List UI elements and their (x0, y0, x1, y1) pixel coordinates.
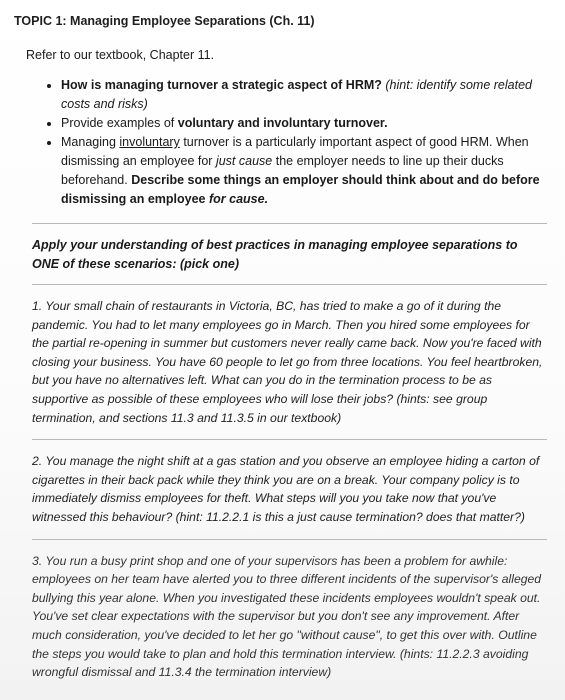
question-item-1 (61, 76, 547, 114)
intro-text: Refer to our textbook, Chapter 11. (26, 48, 215, 62)
section-divider (32, 223, 547, 224)
question-2-involuntary: involuntary turnover. (263, 116, 388, 130)
question-1-bold: How is managing turnover a strategic aspect of HRM? (61, 78, 382, 92)
section-divider (32, 284, 547, 285)
question-3-bold-italic: for cause. (208, 192, 269, 206)
question-list (14, 76, 547, 209)
question-item-2 (61, 114, 547, 133)
question-3-pre: Managing (61, 135, 116, 149)
scenario-3: 3. You run a busy print shop and one of your supervisors has been a problem for awhile: employees on her team have alerted you to three different incidents of the supervisor's alleged bullying this year alone. When you investigated these incidents employees wouldn't speak out. You've set clear expectations with the supervisor but you don't see any improvement. After much consideration, you've decided to let her go "without cause", to get this over with. Outline the steps you would take to plan and hold this termination interview. (hints: 11.2.2.3 avoiding wrongful dismissal and 11.3.4 the termination interview) (32, 553, 542, 680)
question-3-post: the employer needs to line up their ducks beforehand. (61, 154, 504, 187)
question-2-voluntary: voluntary (177, 116, 235, 130)
section-divider (32, 539, 547, 540)
question-2-and: and (237, 116, 260, 130)
apply-heading: Apply your understanding of best practices in managing employee separations to ONE of these scenarios: (pick one) (32, 238, 518, 271)
question-2-text: Provide examples of (61, 116, 175, 130)
scenario-2: 2. You manage the night shift at a gas station and you observe an employee hiding a carton of cigarettes in their back pack while they think you are on a break. Your company policy is to immediately dismiss employees for theft. What steps will you you take now that you've witnessed this behaviour? (hint: 11.2.2.1 is this a just cause termination? does that matter?) (32, 454, 540, 524)
question-3-italic: just cause (215, 154, 273, 168)
question-3-mid: turnover is a particularly important aspect of good HRM. When dismissing an employee for (61, 135, 529, 168)
question-1-hint: (hint: identify some related costs and risks) (61, 78, 532, 111)
question-3-underline: involuntary (119, 135, 180, 149)
section-divider (32, 439, 547, 440)
question-item-3 (61, 133, 547, 209)
topic-title: TOPIC 1: Managing Employee Separations (Ch. 11) (14, 14, 315, 28)
scenario-1: 1. Your small chain of restaurants in Victoria, BC, has tried to make a go of it during the pandemic. You had to let many employees go in March. Then you hired some employees for the partial re-opening in summer but customers never really came back. Now you're faced with closing your business. You have 60 people to let go from three locations. You feel heartbroken, but you have no alternatives left. What can you do in the termination process to be as supportive as possible of these employees who will lose their jobs? (hints: see group termination, and sections 11.3 and 11.3.5 in our textbook) (32, 299, 543, 425)
question-3-bold: Describe some things an employer should think about and do before dismissing an employee (61, 173, 540, 206)
